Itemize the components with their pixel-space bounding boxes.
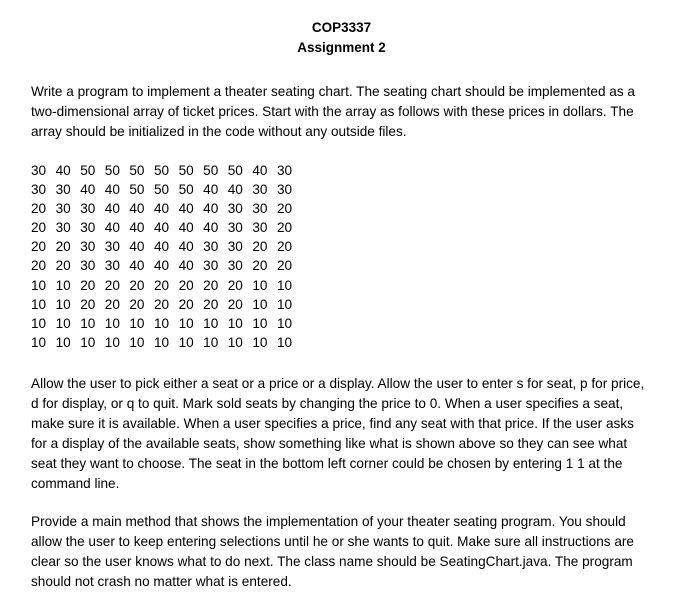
seat-price: 30 (276, 163, 293, 178)
seat-price: 30 (203, 239, 219, 255)
seat-price: 20 (80, 296, 96, 312)
seat-price: 20 (129, 277, 145, 293)
seat-price: 40 (129, 258, 145, 274)
seat-price: 10 (129, 334, 145, 350)
seat-price: 10 (252, 315, 268, 331)
seat-price: 30 (252, 182, 268, 198)
seat-price: 20 (203, 296, 219, 312)
seat-price: 30 (252, 201, 268, 217)
seat-price: 30 (31, 163, 47, 178)
seat-price: 40 (178, 201, 194, 217)
seat-price: 50 (178, 163, 194, 178)
seat-price: 20 (31, 239, 47, 255)
seat-price: 30 (104, 258, 120, 274)
seating-row (31, 295, 302, 314)
course-code: COP3337 (311, 20, 372, 35)
seat-price: 10 (178, 334, 194, 350)
seat-price: 20 (104, 296, 120, 312)
seat-price: 10 (252, 334, 268, 350)
seat-price: 40 (203, 220, 219, 236)
seat-price: 40 (153, 220, 170, 236)
seat-price: 40 (203, 182, 219, 198)
seat-price: 40 (129, 201, 145, 217)
seat-price: 10 (276, 277, 293, 293)
seat-price: 50 (203, 163, 219, 178)
seating-row (31, 276, 302, 295)
seat-price: 20 (276, 239, 293, 255)
seat-price: 10 (104, 334, 120, 350)
seat-price: 40 (129, 220, 145, 236)
seat-price: 50 (227, 163, 243, 178)
seat-price: 20 (227, 296, 243, 312)
seat-price: 10 (276, 315, 293, 331)
seat-price: 10 (80, 334, 96, 350)
seat-price: 10 (276, 296, 293, 312)
seat-price: 20 (178, 296, 194, 312)
assignment-title: Assignment 2 (297, 40, 386, 55)
seat-price: 30 (80, 201, 96, 217)
seating-row (31, 199, 302, 218)
seat-price: 20 (252, 258, 268, 274)
seat-price: 30 (80, 258, 96, 274)
seating-row (31, 237, 302, 256)
seat-price: 20 (31, 201, 47, 217)
seat-price: 10 (31, 334, 47, 350)
seat-price: 10 (227, 315, 243, 331)
seat-price: 20 (178, 277, 194, 293)
seat-price: 30 (55, 201, 71, 217)
seat-price: 10 (55, 334, 71, 350)
seat-price: 30 (80, 239, 96, 255)
seat-price: 10 (104, 315, 120, 331)
seat-price: 40 (80, 182, 96, 198)
seating-chart-grid (31, 161, 302, 352)
intro-paragraph: Write a program to implement a theater seating chart. The seating chart should be implemented as a two-dimensional array of ticket prices. Start with the array as follows with these prices in dollars. The array should be initialized in the code without any outside files. (31, 84, 635, 139)
seat-price: 20 (31, 220, 47, 236)
seat-price: 20 (31, 258, 47, 274)
seat-price: 10 (203, 334, 219, 350)
seat-price: 40 (203, 201, 219, 217)
seating-row (31, 180, 302, 199)
seat-price: 20 (129, 296, 145, 312)
seat-price: 10 (55, 277, 71, 293)
seat-price: 50 (178, 182, 194, 198)
seat-price: 40 (252, 163, 268, 178)
seat-price: 50 (153, 163, 170, 178)
seat-price: 20 (153, 277, 170, 293)
seat-price: 10 (153, 315, 170, 331)
seating-row (31, 333, 302, 352)
seat-price: 40 (178, 220, 194, 236)
instructions-paragraph: Allow the user to pick either a seat or a price or a display. Allow the user to enter s for seat, p for price, d for display, or q to quit. Mark sold seats by changing the price to 0. When a user specifies a seat, make sure it is available. When a user specifies a price, find any seat with that price. If the user asks for a display of the available seats, show something like what is shown above so they can see what seat they want to choose. The seat in the bottom left corner could be chosen by entering 1 1 at the command line. (31, 376, 645, 491)
seat-price: 10 (129, 315, 145, 331)
seat-price: 50 (153, 182, 170, 198)
seat-price: 30 (227, 258, 243, 274)
seat-price: 30 (55, 182, 71, 198)
seat-price: 50 (129, 163, 145, 178)
seat-price: 20 (55, 258, 71, 274)
seat-price: 40 (104, 182, 120, 198)
seat-price: 20 (203, 277, 219, 293)
seat-price: 10 (55, 296, 71, 312)
seat-price: 20 (252, 239, 268, 255)
seat-price: 10 (31, 277, 47, 293)
seat-price: 10 (276, 334, 293, 350)
seat-price: 10 (31, 315, 47, 331)
seat-price: 10 (153, 334, 170, 350)
seat-price: 30 (203, 258, 219, 274)
seat-price: 10 (252, 296, 268, 312)
seat-price: 40 (55, 163, 71, 178)
document-header (0, 18, 683, 58)
seat-price: 10 (55, 315, 71, 331)
seat-price: 40 (104, 201, 120, 217)
seat-price: 20 (104, 277, 120, 293)
seat-price: 30 (276, 182, 293, 198)
seat-price: 20 (276, 201, 293, 217)
seat-price: 10 (80, 315, 96, 331)
seat-price: 30 (104, 239, 120, 255)
seat-price: 20 (55, 239, 71, 255)
seat-price: 20 (276, 258, 293, 274)
seat-price: 50 (80, 163, 96, 178)
seat-price: 20 (80, 277, 96, 293)
seat-price: 20 (276, 220, 293, 236)
seating-row (31, 161, 302, 180)
seat-price: 30 (227, 220, 243, 236)
seat-price: 10 (31, 296, 47, 312)
seat-price: 10 (227, 334, 243, 350)
seating-row (31, 256, 302, 275)
seat-price: 30 (31, 182, 47, 198)
seat-price: 40 (178, 239, 194, 255)
seating-row (31, 314, 302, 333)
seat-price: 40 (153, 201, 170, 217)
seat-price: 30 (227, 239, 243, 255)
seat-price: 40 (227, 182, 243, 198)
seat-price: 50 (104, 163, 120, 178)
seat-price: 40 (104, 220, 120, 236)
seat-price: 10 (203, 315, 219, 331)
seat-price: 40 (153, 239, 170, 255)
seat-price: 30 (227, 201, 243, 217)
seat-price: 50 (129, 182, 145, 198)
seat-price: 40 (129, 239, 145, 255)
seating-row (31, 218, 302, 237)
seat-price: 20 (153, 296, 170, 312)
seat-price: 40 (178, 258, 194, 274)
seat-price: 30 (55, 220, 71, 236)
seat-price: 30 (80, 220, 96, 236)
seat-price: 30 (252, 220, 268, 236)
requirements-paragraph: Provide a main method that shows the implementation of your theater seating program. You should allow the user to keep entering selections until he or she wants to quit. Make sure all instructions are clear so the user knows what to do next. The class name should be SeatingChart.java. The program should not crash no matter what is entered. (31, 514, 634, 589)
seat-price: 10 (178, 315, 194, 331)
seat-price: 40 (153, 258, 170, 274)
seat-price: 10 (252, 277, 268, 293)
seat-price: 20 (227, 277, 243, 293)
